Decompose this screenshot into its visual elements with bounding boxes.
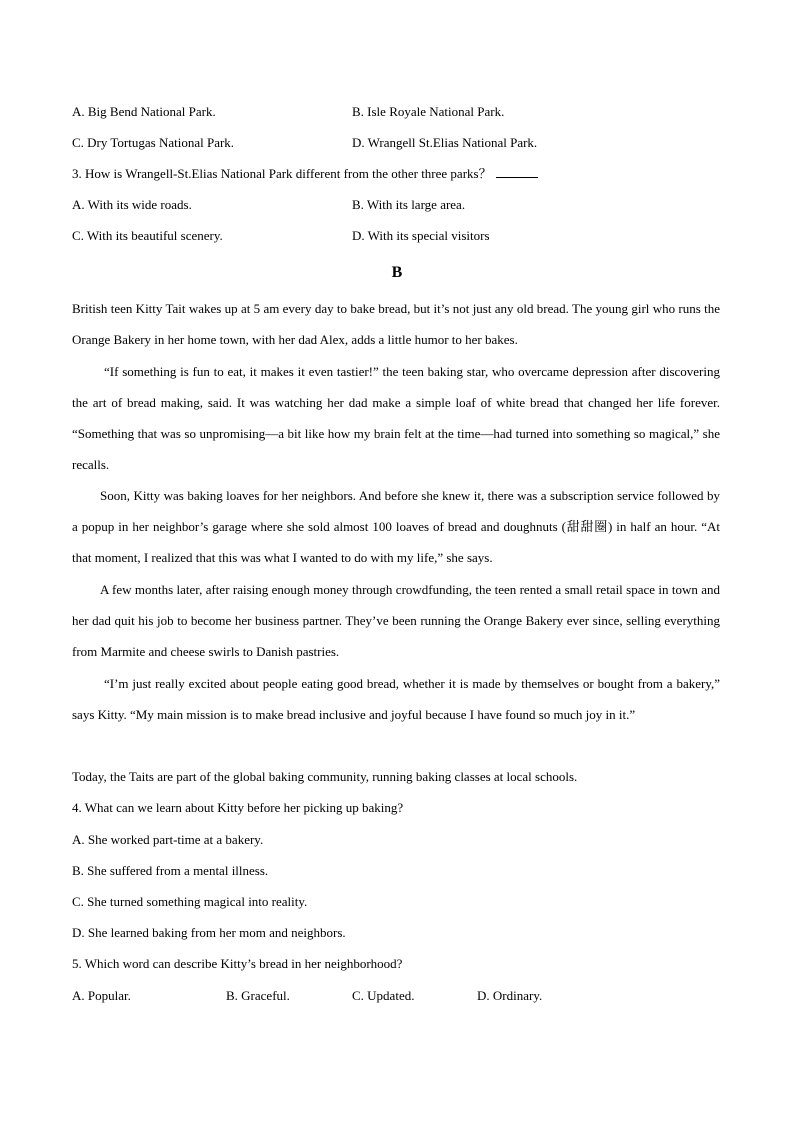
q3-question-text: 3. How is Wrangell-St.Elias National Park different from the other three parks？ bbox=[72, 166, 492, 181]
q2-option-c: C. Dry Tortugas National Park. bbox=[72, 135, 235, 150]
q2-option-a: A. Big Bend National Park. bbox=[72, 104, 216, 119]
passage-paragraph-2: “If something is fun to eat, it makes it even tastier!” the teen baking star, who overcame depression after discovering the art of bread making, said. It was watching her dad make a simple loaf of white bread that changed her life forever. “Something that was so unpromising—a bit like how my brain felt at the time—had turned into something so magical,” she recalls. bbox=[72, 364, 720, 472]
q5-option-b: B. Graceful. bbox=[226, 988, 290, 1003]
q5-question: 5. Which word can describe Kitty’s bread in her neighborhood? bbox=[72, 956, 403, 971]
q5-option-c: C. Updated. bbox=[352, 988, 415, 1003]
q2-option-d: D. Wrangell St.Elias National Park. bbox=[352, 135, 538, 150]
q4-option-b: B. She suffered from a mental illness. bbox=[72, 863, 269, 878]
q2-option-b: B. Isle Royale National Park. bbox=[352, 104, 505, 119]
answer-blank bbox=[496, 166, 538, 178]
q3-option-b: B. With its large area. bbox=[352, 197, 466, 212]
q4-option-c: C. She turned something magical into reality. bbox=[72, 894, 308, 909]
q4-option-d: D. She learned baking from her mom and neighbors. bbox=[72, 925, 346, 940]
q4-option-a: A. She worked part-time at a bakery. bbox=[72, 832, 264, 847]
q4-question: 4. What can we learn about Kitty before her picking up baking? bbox=[72, 800, 404, 815]
q3-option-a: A. With its wide roads. bbox=[72, 197, 192, 212]
q5-option-a: A. Popular. bbox=[72, 988, 131, 1003]
q3-option-c: C. With its beautiful scenery. bbox=[72, 228, 223, 243]
passage-paragraph-4: A few months later, after raising enough money through crowdfunding, the teen rented a small retail space in town and her dad quit his job to become her business partner. They’ve been running the Orange Bakery ever since, selling everything from Marmite and cheese swirls to Danish pastries. bbox=[72, 582, 720, 659]
q3-option-d: D. With its special visitors bbox=[352, 228, 490, 243]
q5-option-d: D. Ordinary. bbox=[477, 988, 543, 1003]
q3-question bbox=[72, 166, 538, 182]
section-title: B bbox=[391, 264, 403, 281]
passage-paragraph-6: Today, the Taits are part of the global baking community, running baking classes at local schools. bbox=[72, 769, 578, 784]
passage-paragraph-3: Soon, Kitty was baking loaves for her neighbors. And before she knew it, there was a subscription service followed by a popup in her neighbor’s garage where she sold almost 100 loaves of bread and doughnuts (甜甜圈) in half an hour. “At that moment, I realized that this was what I wanted to do with my life,” she says. bbox=[72, 488, 720, 565]
passage-paragraph-1: British teen Kitty Tait wakes up at 5 am every day to bake bread, but it’s not just any old bread. The young girl who runs the Orange Bakery in her home town, with her dad Alex, adds a little humor to her bakes. bbox=[72, 301, 720, 347]
passage-paragraph-5: “I’m just really excited about people eating good bread, whether it is made by themselves or bought from a bakery,” says Kitty. “My main mission is to make bread inclusive and joyful because I have found so much joy in it.” bbox=[72, 676, 720, 722]
